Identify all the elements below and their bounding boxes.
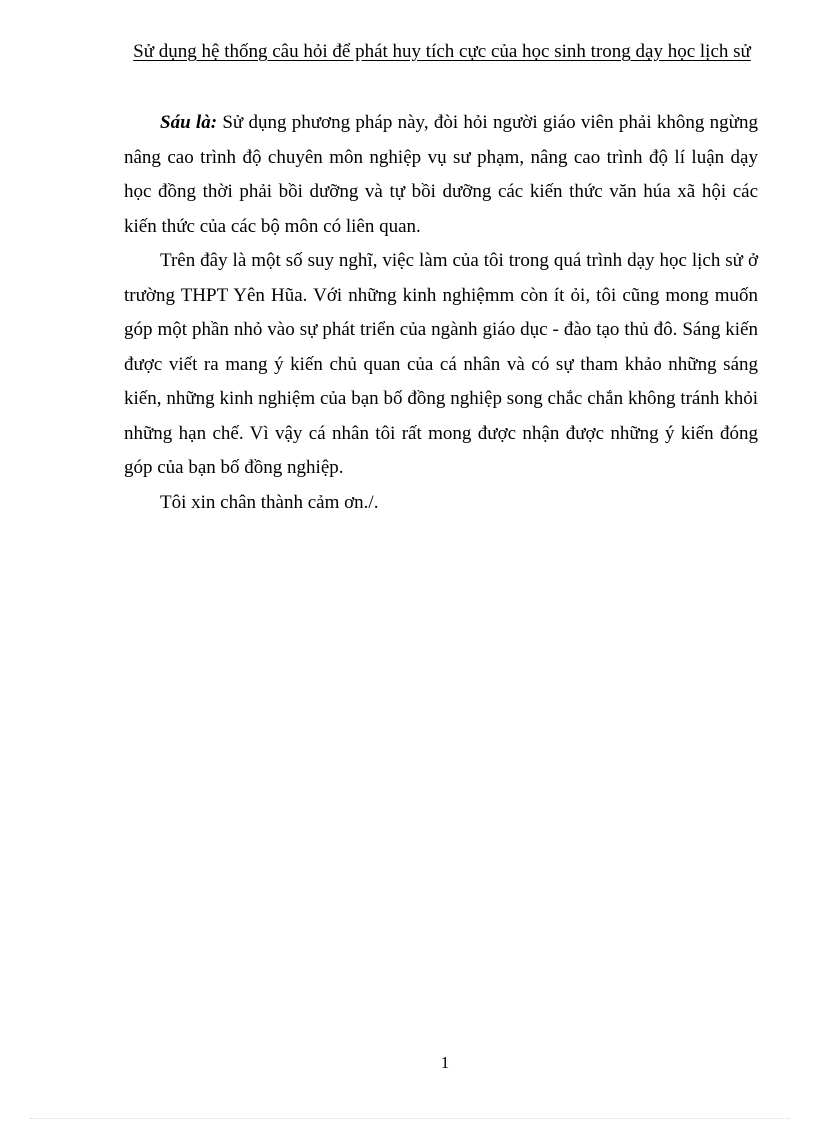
paragraph-six: [124, 106, 758, 244]
paragraph-thanks: Tôi xin chân thành cảm ơn./.: [160, 491, 379, 513]
paragraph-conclusion: Trên đây là một số suy nghĩ, việc làm của tôi trong quá trình dạy học lịch sử ở trường THPT Yên Hũa. Với những kinh nghiệmm còn ít ỏi, tôi cũng mong muốn góp một phần nhỏ vào sự phát triển của ngành giáo dục - đào tạo thủ đô. Sáng kiến được viết ra mang ý kiến chủ quan của cá nhân và có sự tham khảo những sáng kiến, những kinh nghiệm của bạn bố đồng nghiệp song chắc chắn không tránh khỏi những hạn chế. Vì vậy cá nhân tôi rất mong được nhận được những ý kiến đóng góp của bạn bố đồng nghiệp.: [124, 250, 758, 478]
page-bottom-divider: [30, 1118, 790, 1119]
paragraph-lead-label: Sáu là:: [160, 112, 218, 133]
paragraph-text: Sử dụng phương pháp này, đòi hỏi người giáo viên phải không ngừng nâng cao trình độ chuyên môn nghiệp vụ sư phạm, nâng cao trình độ lí luận dạy học đồng thời phải bồi dưỡng và tự bồi dưỡng các kiến thức văn húa xã hội các kiến thức của các bộ môn có liên quan.: [124, 112, 758, 237]
page-number: 1: [440, 1053, 450, 1072]
page-header-title: Sử dụng hệ thống câu hỏi để phát huy tích cực của học sinh trong dạy học lịch sử: [133, 41, 751, 62]
document-body: [124, 106, 758, 520]
